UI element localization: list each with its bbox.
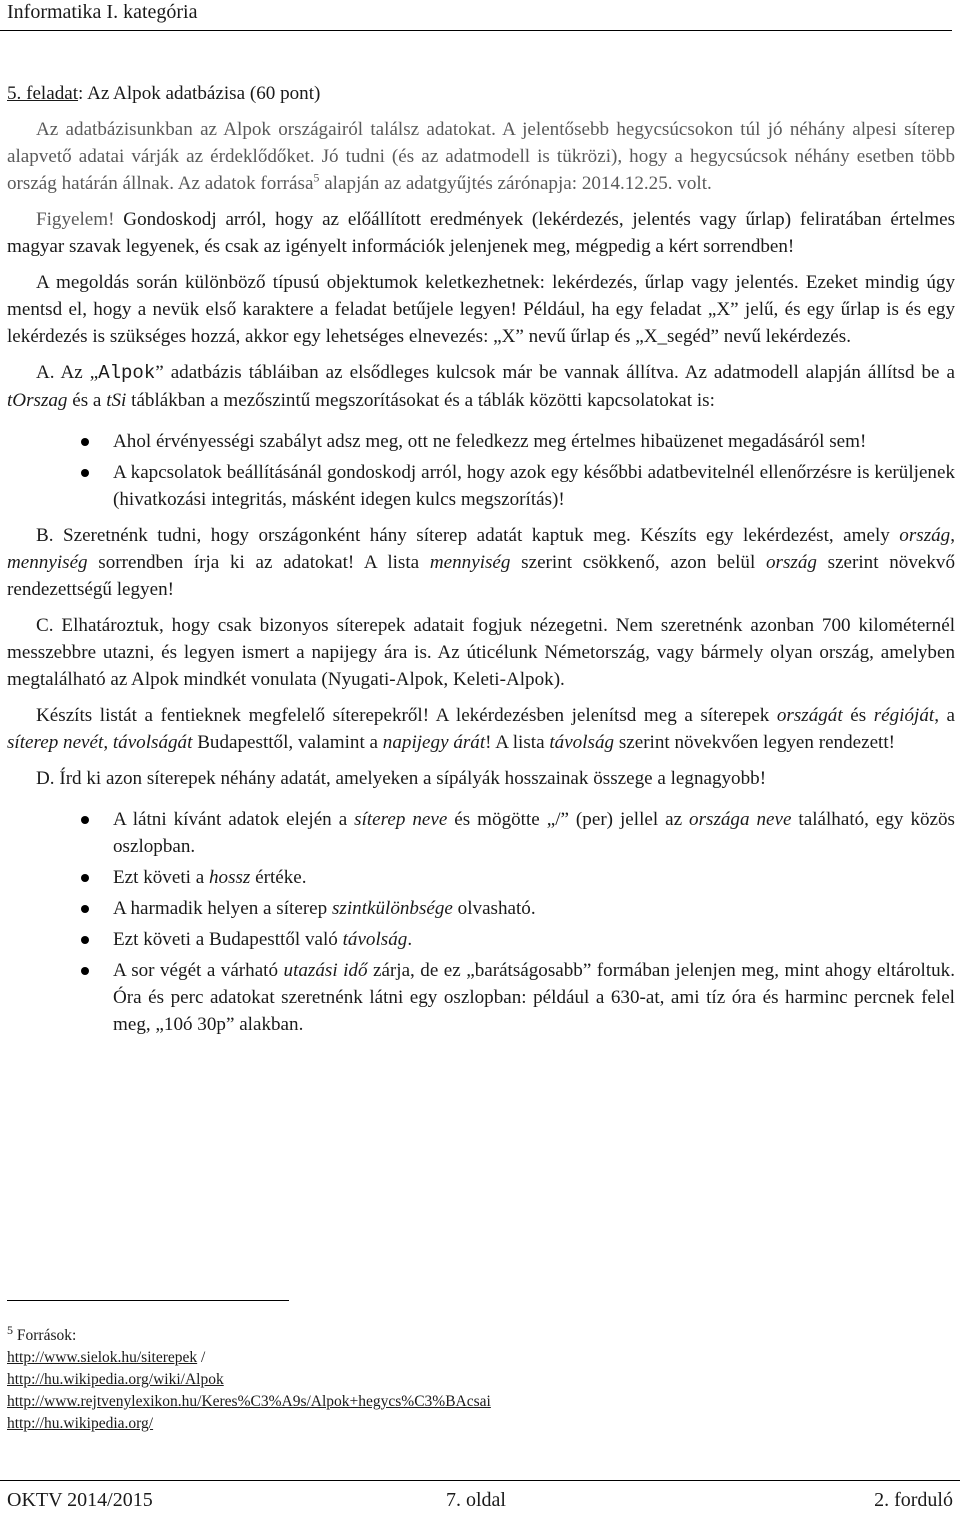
list-item: Ahol érvényességi szabályt adsz meg, ott ne feledkezz meg értelmes hibaüzenet megadásáról sem! bbox=[7, 428, 955, 455]
list-text-2: és mögötte „/” (per) jellel az bbox=[447, 809, 690, 830]
field-orszag: ország bbox=[899, 525, 951, 546]
part-b-text-6: szerint csökkenő, azon belül bbox=[510, 552, 766, 573]
field-mennyiseg: mennyiség bbox=[7, 552, 88, 573]
table-name-orszag: tOrszag bbox=[7, 390, 68, 411]
part-a-text-5: táblákban a mezőszintű megszorításokat és a táblák közötti kapcsolatokat is: bbox=[126, 390, 715, 411]
part-c-text-6: A lista bbox=[491, 732, 550, 753]
field-hossz: hossz bbox=[208, 867, 251, 888]
list-text-2: olvasható. bbox=[452, 898, 536, 919]
part-c-text-4: A lekérdezésben jelenítsd meg a síterepek bbox=[429, 705, 777, 726]
page-header bbox=[0, 0, 952, 31]
part-b-text-7: szerint növekvő rendezettségű legyen! bbox=[7, 552, 955, 600]
field-mennyiseg-2: mennyiség bbox=[429, 552, 511, 573]
naming-paragraph bbox=[7, 269, 955, 350]
list-item bbox=[7, 926, 955, 953]
list-text: A sor végét a várható bbox=[113, 960, 284, 981]
source-link-rejtvenylexikon[interactable]: http://www.rejtvenylexikon.hu/Keres%C3%A9s/Alpok+hegycs%C3%BAcsai bbox=[7, 1393, 491, 1410]
intro-paragraph bbox=[7, 116, 955, 197]
field-tavolsag: távolság bbox=[549, 732, 615, 753]
part-a-text-2: ” adatbázis tábláiban az elsődleges kulcsok már be vannak állítva. bbox=[155, 362, 679, 383]
part-d-list bbox=[7, 806, 955, 1038]
part-b-text-5: A lista bbox=[354, 552, 430, 573]
field-siterep-nevet: síterep nevét bbox=[7, 732, 104, 753]
list-text-2: zárja, de ez „barátságosabb” formában jelenjen meg, mint ahogy eltároltuk. bbox=[367, 960, 955, 981]
intro-text-end: alapján az adatgyűjtés zárónapja: 2014.12.25. volt. bbox=[319, 173, 712, 194]
part-c-text-2: Nem szeretnénk azonban 700 kilométernél messzebbre utazni, és legyen ismert a napijegy ára is. bbox=[7, 615, 955, 663]
source-link-wikipedia[interactable]: http://hu.wikipedia.org/ bbox=[7, 1415, 154, 1432]
part-a-list bbox=[7, 428, 955, 513]
footnote-link-line bbox=[7, 1347, 947, 1369]
footnote-divider bbox=[7, 1300, 289, 1301]
part-b-text: B. Szeretnénk tudni, hogy országonként hány síterep adatát kaptuk meg. bbox=[36, 525, 631, 546]
field-orszag-2: ország bbox=[766, 552, 817, 573]
footnote bbox=[7, 1322, 947, 1435]
part-c-text-7: szerint növekvően legyen rendezett! bbox=[614, 732, 896, 753]
list-text-2: . bbox=[407, 929, 413, 950]
footnote-label-line bbox=[7, 1322, 947, 1347]
part-c-paragraph-2 bbox=[7, 702, 955, 756]
document-body bbox=[7, 80, 955, 1047]
quote-open: „ bbox=[89, 362, 99, 383]
table-name-si: tSi bbox=[106, 390, 127, 411]
task-title bbox=[7, 80, 955, 107]
part-a-text-4: és a bbox=[67, 390, 107, 411]
part-a-paragraph bbox=[7, 359, 955, 414]
part-c-text-5: Budapesttől, valamint a bbox=[192, 732, 383, 753]
field-utazasi-ido: utazási idő bbox=[283, 960, 368, 981]
list-item bbox=[7, 895, 955, 922]
part-b-text-4: sorrendben írja ki az adatokat! bbox=[87, 552, 355, 573]
database-name: Alpok bbox=[98, 362, 156, 384]
footnote-ref: 5 bbox=[313, 170, 320, 185]
source-link-sielok[interactable]: http://www.sielok.hu/siterepek bbox=[7, 1349, 198, 1366]
field-siterep-neve: síterep neve bbox=[354, 809, 448, 830]
list-item bbox=[7, 957, 955, 1038]
list-text-3: Óra és perc adatokat szeretnénk látni egy oszlopban: például a 630-at, ami tíz óra és harminc percnek felel meg, „10ó 30p” alakban. bbox=[113, 987, 955, 1035]
list-text: A látni kívánt adatok elején a bbox=[113, 809, 355, 830]
naming-example: Például, ha egy feladat „X” jelű, és egy űrlap is és egy lekérdezés is szükséges hozzá, akkor egy lehetséges elnevezés: „X” nevű űrlap és „X_segéd” nevű lekérdezés. bbox=[7, 299, 955, 347]
list-text: Ezt követi a Budapesttől való bbox=[113, 929, 343, 950]
part-c-text: C. Elhatároztuk, hogy csak bizonyos síterepek adatait fogjuk nézegetni. bbox=[36, 615, 608, 636]
part-c-text-3: Az úticélunk Németország, vagy bármely olyan ország, amelyben megtalálható az Alpok mindkét vonulata (Nyugati-Alpok, Keleti-Alpok). bbox=[7, 642, 955, 690]
intro-text: Az adatbázisunkban az Alpok országairól találsz adatokat. A jelentősebb hegycsúcsokon túl jó néhány alpesi síterep alapvető adatai várják az érdeklődőket. Jó tudni (és az adatmodell is tükrözi), hogy a hegycsúcsok néhány esetben több ország határán állnak. Az adatok forrása bbox=[7, 119, 955, 194]
footer-page-number: 7. oldal bbox=[446, 1489, 506, 1511]
list-text: A harmadik helyen a síterep bbox=[113, 898, 332, 919]
field-napijegy-arat: napijegy árát bbox=[382, 732, 486, 753]
list-item: A kapcsolatok beállításánál gondoskodj arról, hogy azok egy későbbi adatbevitelnél ellenőrzésre is kerüljenek (hivatkozási integritás, másként idegen kulcs megszorítás)! bbox=[7, 459, 955, 513]
field-regiojat: régióját bbox=[873, 705, 935, 726]
footnote-number: 5 bbox=[7, 1322, 13, 1337]
part-c-and: és bbox=[842, 705, 874, 726]
field-tavolsagat: távolságát bbox=[112, 732, 193, 753]
naming-rule: A megoldás során különböző típusú objektumok keletkezhetnek: lekérdezés, űrlap vagy jelentés. Ezeket mindig úgy mentsd el, hogy a nevük első karaktere a feladat betűjele legyen! bbox=[7, 272, 955, 320]
part-b-text-2: Készíts egy lekérdezést, amely bbox=[630, 525, 900, 546]
warning-label: Figyelem! bbox=[36, 209, 115, 230]
list-text-2: értéke. bbox=[250, 867, 307, 888]
header-title: Informatika I. kategória bbox=[7, 1, 198, 23]
part-c-comma: , a bbox=[934, 705, 956, 726]
warning-paragraph bbox=[7, 206, 955, 260]
field-orszagat: országát bbox=[776, 705, 843, 726]
footer-competition: OKTV 2014/2015 bbox=[7, 1489, 153, 1511]
part-b-paragraph bbox=[7, 522, 955, 603]
footnote-label: Források: bbox=[16, 1327, 77, 1344]
task-number: 5. feladat bbox=[7, 83, 79, 104]
list-item bbox=[7, 864, 955, 891]
list-text-3: található, egy közös oszlopban. bbox=[113, 809, 955, 857]
part-c-excl: ! bbox=[485, 732, 492, 753]
link-separator: / bbox=[197, 1349, 206, 1366]
part-d-title: D. Írd ki azon síterepek néhány adatát, amelyeken a sípályák hosszainak összege a legnagyobb! bbox=[36, 768, 767, 789]
field-szintkulonbsege: szintkülönbsége bbox=[331, 898, 453, 919]
part-b-comma: , bbox=[950, 525, 955, 546]
warning-text: Gondoskodj arról, hogy az előállított eredmények (lekérdezés, jelentés vagy űrlap) feliratában értelmes magyar szavak legyenek, és csak az igényelt információk jelenjenek meg, mégpedig a kért sorrendben! bbox=[7, 209, 955, 257]
list-item bbox=[7, 806, 955, 860]
part-a-text: A. Az bbox=[36, 362, 90, 383]
part-c-task: Készíts listát a fentieknek megfelelő síterepekről! bbox=[36, 705, 430, 726]
footer-round: 2. forduló bbox=[874, 1489, 953, 1511]
part-c-comma-2: , bbox=[103, 732, 113, 753]
task-title-rest: : Az Alpok adatbázisa (60 pont) bbox=[78, 83, 321, 104]
field-tavolsag: távolság bbox=[342, 929, 408, 950]
part-c-paragraph bbox=[7, 612, 955, 693]
source-link-wikipedia-alpok[interactable]: http://hu.wikipedia.org/wiki/Alpok bbox=[7, 1371, 224, 1388]
page-footer bbox=[0, 1480, 960, 1516]
list-text: Ezt követi a bbox=[113, 867, 209, 888]
field-orszaga-neve: országa neve bbox=[689, 809, 792, 830]
part-a-text-3: Az adatmodell alapján állítsd be a bbox=[678, 362, 955, 383]
